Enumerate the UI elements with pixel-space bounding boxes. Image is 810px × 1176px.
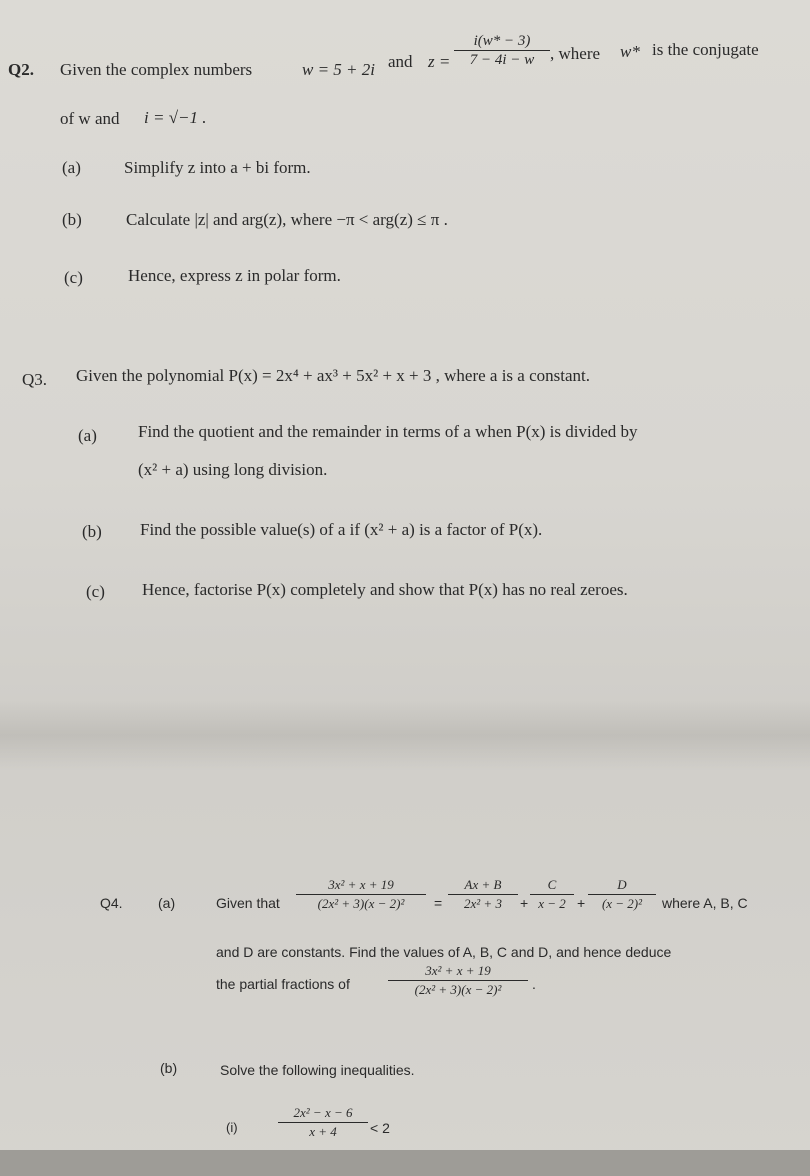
q4a-plus2: +	[577, 895, 586, 911]
q4a-term3	[588, 876, 656, 913]
q3b-text: Find the possible value(s) of a if (x² + a) is a factor of P(x).	[140, 520, 543, 539]
q2b-label: (b)	[62, 210, 82, 229]
q4a-term3-numerator: D	[588, 876, 656, 895]
q2-z-numerator: i(w* − 3)	[454, 32, 550, 51]
q4a-lhs-fraction	[296, 876, 426, 913]
q2-z-fraction	[454, 32, 550, 69]
q3a-text-line2: (x² + a) using long division.	[138, 460, 328, 479]
q4a-term3-denominator: (x − 2)²	[601, 896, 643, 911]
q4a-pf-numerator: 3x² + x + 19	[388, 962, 528, 981]
q2b-text: Calculate |z| and arg(z), where −π < arg(z) ≤ π .	[126, 210, 448, 229]
q4a-where: where A, B, C	[662, 895, 748, 911]
bottom-edge	[0, 1150, 810, 1176]
q4a-term2-denominator: x − 2	[538, 896, 566, 911]
q4a-plus1: +	[520, 895, 529, 911]
q4bi-numerator: 2x² − x − 6	[278, 1104, 368, 1123]
q2-line2: of w and	[60, 109, 120, 128]
q4a-given: Given that	[216, 895, 280, 911]
q4a-term1	[448, 876, 518, 913]
q3c-text: Hence, factorise P(x) completely and show that P(x) has no real zeroes.	[142, 580, 628, 599]
q4a-label: (a)	[158, 895, 176, 911]
q3-stem: Given the polynomial P(x) = 2x⁴ + ax³ + 5x² + x + 3 , where a is a constant.	[76, 366, 590, 385]
q4a-pf-fraction	[388, 962, 528, 999]
q4a-pf-denominator: (2x² + 3)(x − 2)²	[414, 982, 502, 997]
q4a-line3: the partial fractions of	[216, 976, 350, 992]
q4bi-denominator: x + 4	[309, 1124, 337, 1139]
q3a-label: (a)	[78, 426, 97, 445]
q2-wstar: w*	[620, 42, 640, 61]
q2c-text: Hence, express z in polar form.	[128, 266, 341, 285]
q3a-text-line1: Find the quotient and the remainder in terms of a when P(x) is divided by	[138, 422, 638, 441]
q2-stem-end: is the conjugate	[652, 40, 759, 59]
q3-number: Q3.	[22, 370, 48, 389]
q4a-term2-numerator: C	[530, 876, 574, 895]
q4-number: Q4.	[100, 895, 123, 911]
q2-i-definition: i = √−1 .	[144, 108, 207, 127]
q4a-pf-end: .	[532, 976, 536, 992]
q2-number: Q2.	[8, 60, 34, 79]
q2-w-definition: w = 5 + 2i	[302, 60, 376, 79]
q2-z-lhs: z =	[428, 52, 451, 71]
q4bi-label: (i)	[226, 1120, 238, 1135]
q2-and: and	[388, 52, 413, 71]
q4a-lhs-numerator: 3x² + x + 19	[296, 876, 426, 895]
fold-shadow	[0, 700, 810, 770]
q4b-text: Solve the following inequalities.	[220, 1062, 415, 1078]
q4a-term1-numerator: Ax + B	[448, 876, 518, 895]
q4a-lhs-denominator: (2x² + 3)(x − 2)²	[317, 896, 405, 911]
q4a-term2	[530, 876, 574, 913]
q3c-label: (c)	[86, 582, 105, 601]
q2-z-denominator: 7 − 4i − w	[469, 52, 535, 68]
q4a-equals: =	[434, 895, 443, 911]
q2-where: , where	[550, 44, 601, 63]
q4a-term1-denominator: 2x² + 3	[464, 896, 502, 911]
q2c-label: (c)	[64, 268, 83, 287]
q2-stem: Given the complex numbers	[60, 60, 253, 79]
q4a-line2: and D are constants. Find the values of A, B, C and D, and hence deduce	[216, 944, 672, 960]
q4bi-fraction	[278, 1104, 368, 1141]
q4b-label: (b)	[160, 1060, 178, 1076]
q2a-label: (a)	[62, 158, 81, 177]
q3b-label: (b)	[82, 522, 102, 541]
q4bi-rhs: < 2	[370, 1120, 390, 1136]
q2a-text: Simplify z into a + bi form.	[124, 158, 311, 177]
